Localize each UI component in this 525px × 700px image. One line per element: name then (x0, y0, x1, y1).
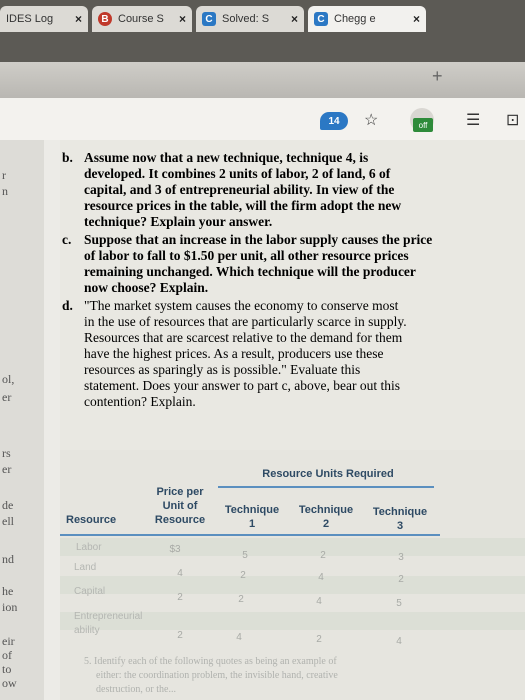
question-d-line: resources as sparingly as is possible." Evaluate this (84, 362, 361, 377)
col-price-line: Price per (156, 486, 204, 498)
table-row-price: 4 (177, 568, 183, 579)
table-row-t1: 2 (240, 570, 246, 581)
table-row-t2: 2 (320, 550, 326, 561)
table-row-t2: 2 (316, 634, 322, 645)
close-icon[interactable]: × (412, 12, 420, 26)
table-stripe (60, 538, 525, 556)
col-technique-1: Technique (224, 504, 280, 516)
question-d-line: in the use of resources that are particularly scarce in supply. (84, 314, 407, 329)
header-rule (60, 534, 440, 536)
question-c-line: Suppose that an increase in the labor supply causes the price (84, 232, 433, 247)
question-c-line: now choose? Explain. (84, 280, 209, 295)
tab-label: Solved: S (222, 13, 270, 25)
gutter-text: er (2, 390, 12, 404)
group-header: Resource Units Required (262, 468, 394, 480)
question-b-line: developed. It combines 2 units of labor, 2 of land, 6 of (84, 166, 391, 181)
table-row-resource: Capital (74, 586, 106, 597)
new-tab-button[interactable]: + (432, 66, 443, 86)
menu-icon[interactable]: ⊡ (506, 112, 520, 129)
table-row-price: 2 (177, 592, 183, 603)
gutter-text: of (2, 648, 12, 662)
tab-ides-log[interactable] (0, 6, 88, 32)
col-technique-2: Technique (298, 504, 354, 516)
question-d-line: Resources that are scarcest relative to the demand for them (84, 330, 403, 345)
next-question-line: either: the coordination problem, the invisible hand, creative (96, 670, 338, 681)
gutter-text: nd (2, 552, 14, 566)
gutter-text: de (2, 498, 14, 512)
table-row-t3: 4 (396, 636, 402, 647)
star-icon[interactable]: ☆ (364, 112, 379, 129)
table-row-t1: 2 (238, 594, 244, 605)
col-technique-2-num: 2 (322, 518, 330, 530)
gutter-text: ion (2, 600, 18, 614)
b-logo-icon: B (98, 12, 112, 26)
tab-solved[interactable] (196, 6, 304, 32)
col-resource: Resource (66, 514, 117, 526)
gutter-text: n (2, 184, 8, 198)
col-technique-3-num: 3 (396, 520, 404, 532)
table-row-price: $3 (169, 544, 181, 555)
table-row-resource: Land (74, 562, 97, 573)
group-header-rule (218, 486, 434, 488)
question-d-marker: d. (62, 298, 73, 313)
question-d-line: have the highest prices. As a result, producers use these (84, 346, 384, 361)
question-b-line: technique? Explain your answer. (84, 214, 273, 229)
next-question-line: destruction, or the... (96, 684, 176, 695)
table-row-t1: 4 (236, 632, 242, 643)
tab-course[interactable] (92, 6, 192, 32)
left-page-gutter (0, 140, 44, 700)
col-technique-3: Technique (372, 506, 428, 518)
off-badge: off (413, 118, 433, 132)
tab-label: IDES Log (6, 13, 54, 25)
gutter-text: ell (2, 514, 14, 528)
question-d-line: statement. Does your answer to part c, above, bear out this (84, 378, 401, 393)
question-d-line: contention? Explain. (84, 394, 196, 409)
tab-chegg-active[interactable] (308, 6, 426, 32)
gutter-text: eir (2, 634, 15, 648)
question-d-line: "The market system causes the economy to conserve most (84, 298, 399, 313)
gutter-text: ol, (2, 372, 15, 386)
table-row-t2: 4 (318, 572, 324, 583)
question-b-line: Assume now that a new technique, technique 4, is (84, 150, 369, 165)
col-price-line: Unit of (162, 500, 198, 512)
gutter-text: rs (2, 446, 11, 460)
question-c-line: of labor to fall to $1.50 per unit, all other resource prices (84, 248, 409, 263)
question-b-line: capital, and 3 of entrepreneurial ability. In view of the (84, 182, 395, 197)
col-technique-1-num: 1 (248, 518, 256, 530)
browser-toolbar (0, 98, 525, 141)
gutter-text: er (2, 462, 12, 476)
question-b-marker: b. (62, 150, 73, 165)
chegg-icon: C (314, 12, 328, 26)
chegg-icon: C (202, 12, 216, 26)
table-row-t3: 5 (396, 598, 402, 609)
table-row-resource: Labor (76, 542, 102, 553)
table-row-resource: Entrepreneurial ability (74, 611, 143, 636)
browser-tab-bar (0, 62, 525, 98)
col-price-line: Resource (154, 514, 206, 526)
table-row-t1: 5 (242, 550, 248, 561)
table-row-price: 2 (177, 630, 183, 641)
close-icon[interactable]: × (178, 12, 186, 26)
table-stripe (60, 576, 525, 594)
question-c-line: remaining unchanged. Which technique will the producer (84, 264, 416, 279)
gutter-text: he (2, 584, 14, 598)
table-row-t3: 3 (398, 552, 404, 563)
table-row-t2: 4 (316, 596, 322, 607)
tab-label: Chegg e (334, 13, 376, 25)
reading-list-icon[interactable]: ☰ (466, 112, 481, 129)
question-c-marker: c. (62, 232, 72, 247)
close-icon[interactable]: × (74, 12, 82, 26)
gutter-text: r (2, 168, 6, 182)
close-icon[interactable]: × (290, 12, 298, 26)
notification-badge[interactable]: 14 (320, 112, 348, 130)
gutter-text: to (2, 662, 12, 676)
table-row-t3: 2 (398, 574, 404, 585)
question-b-line: resource prices in the table, will the firm adopt the new (84, 198, 402, 213)
tab-label: Course S (118, 13, 164, 25)
gutter-text: ow (2, 676, 17, 690)
next-question-line: 5. Identify each of the following quotes as being an example of (84, 656, 337, 667)
